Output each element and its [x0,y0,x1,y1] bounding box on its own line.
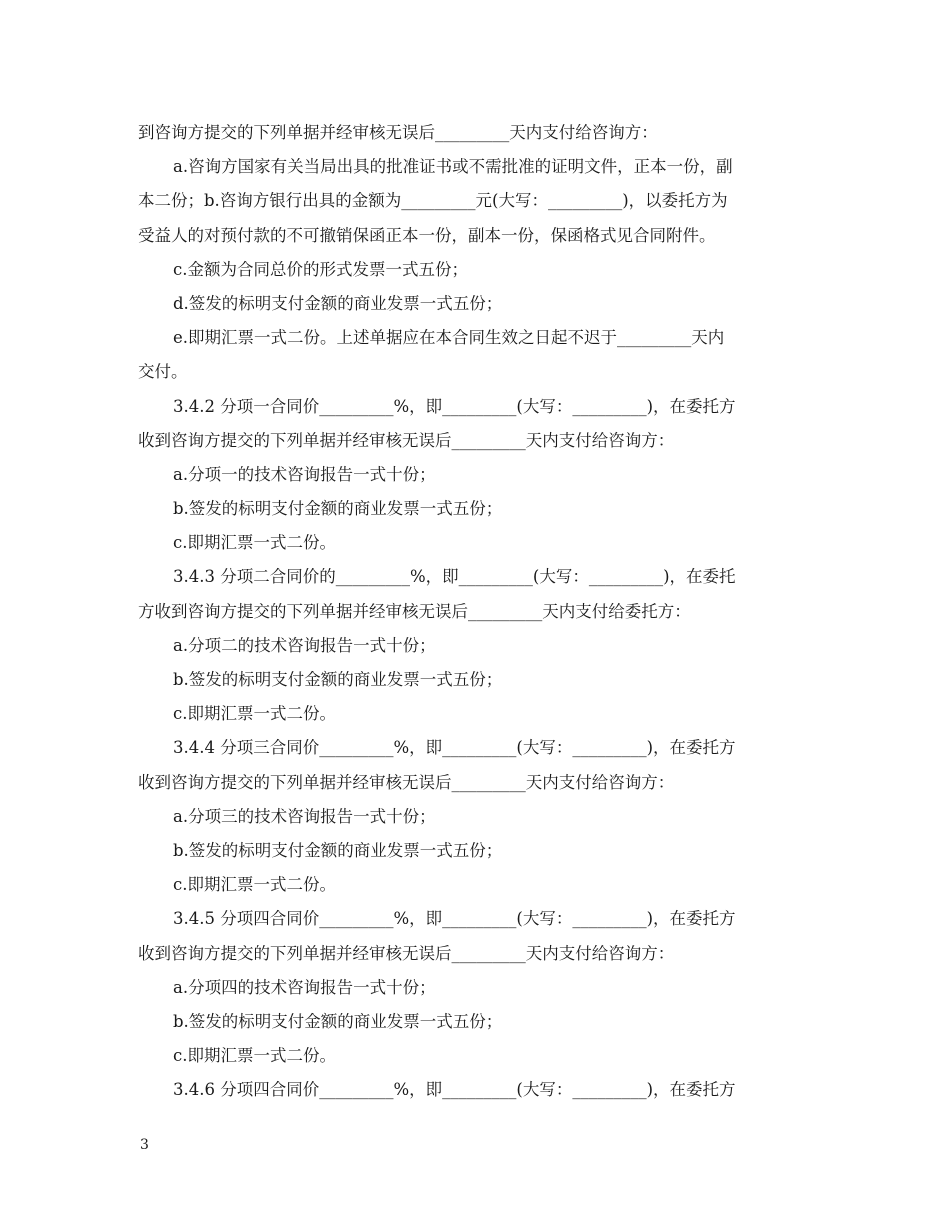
text-line: 3.4.4 分项三合同价_________%，即_________(大写：_________)，在委托方 [173,738,736,758]
text-line: 本二份；b.咨询方银行出具的金额为_________元(大写：_________)，以委托方为 [138,191,728,211]
text-line: 3.4.5 分项四合同价_________%，即_________(大写：_________)，在委托方 [173,909,736,929]
text-line: 方收到咨询方提交的下列单据并经审核无误后_________天内支付给委托方： [138,601,691,621]
text-line: b.签发的标明支付金额的商业发票一式五份； [173,1011,503,1031]
text-line: b.签发的标明支付金额的商业发票一式五份； [173,670,503,689]
text-line: a.分项一的技术咨询报告一式十份； [173,464,436,484]
text-line: c.即期汇票一式二份。 [173,1046,336,1066]
text-line: e.即期汇票一式二份。上述单据应在本合同生效之日起不迟于_________天内 [173,328,725,348]
text-line: b.签发的标明支付金额的商业发票一式五份； [173,840,503,860]
text-line: c.即期汇票一式二份。 [173,704,336,724]
page-number: 3 [140,1137,149,1153]
text-line: d.签发的标明支付金额的商业发票一式五份； [173,293,503,313]
text-line: 3.4.2 分项一合同价_________%，即_________(大写：_________)，在委托方 [173,396,736,416]
text-line: a.分项二的技术咨询报告一式十份； [173,635,436,655]
document-page [138,116,813,1107]
text-line: 收到咨询方提交的下列单据并经审核无误后_________天内支付给咨询方： [138,430,675,450]
text-line: a.分项三的技术咨询报告一式十份； [173,806,436,826]
text-line: 到咨询方提交的下列单据并经审核无误后_________天内支付给咨询方： [138,123,658,142]
text-line: 交付。 [138,362,188,382]
text-line: 3.4.3 分项二合同价的_________%，即_________(大写：_________)，在委托 [173,567,736,587]
text-line: 受益人的对预付款的不可撤销保函正本一份，副本一份，保函格式见合同附件。 [138,225,716,245]
text-line: 3.4.6 分项四合同价_________%，即_________(大写：_________)，在委托方 [173,1080,736,1100]
text-line: c.即期汇票一式二份。 [173,875,336,895]
text-line: c.金额为合同总价的形式发票一式五份； [173,259,468,279]
text-line: 收到咨询方提交的下列单据并经审核无误后_________天内支付给咨询方： [138,943,675,963]
text-line: a.分项四的技术咨询报告一式十份； [173,977,436,997]
text-line: b.签发的标明支付金额的商业发票一式五份； [173,499,503,519]
text-line: c.即期汇票一式二份。 [173,533,336,553]
text-line: 收到咨询方提交的下列单据并经审核无误后_________天内支付给咨询方： [138,772,675,792]
text-line: a.咨询方国家有关当局出具的批准证书或不需批准的证明文件，正本一份，副 [173,157,733,177]
document-body [138,116,813,1107]
